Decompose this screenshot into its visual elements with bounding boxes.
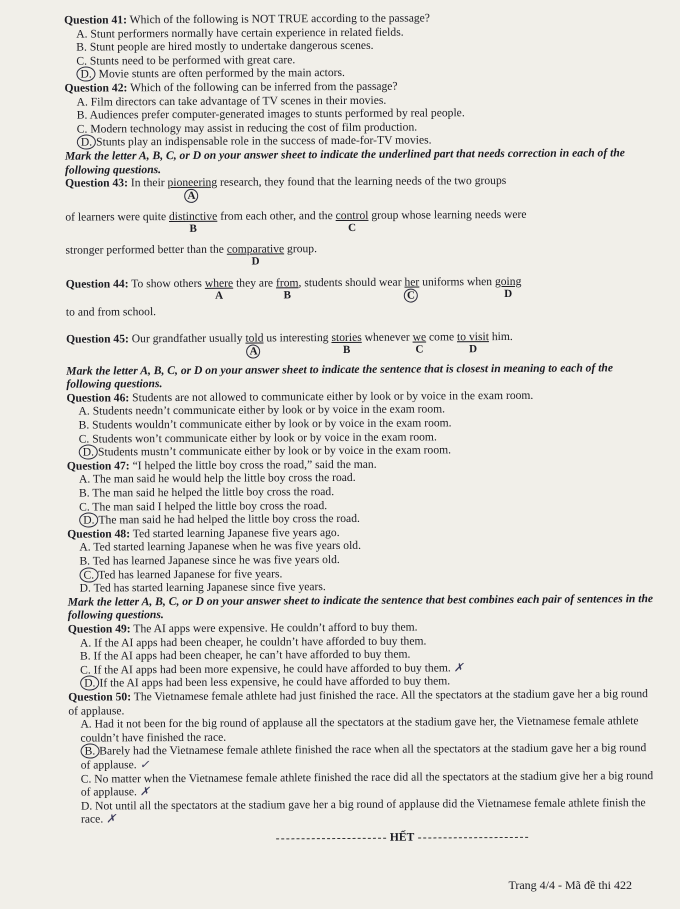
page-footer: Trang 4/4 - Mã đề thi 422 [508,878,632,893]
question-45: Question 45: Our grandfather usually told A us interesting stories B whenever $\frac{we}{C}$ come to visit D him. [66,329,652,346]
exam-page: Question 41: Which of the following is NOT TRUE according to the passage? A. Stunt performers normally have certain experience in related fields. B. Stunt people are hired mostly to undertake dangerous scenes. C. Stunts need to be performed with great care. D. Movie stunts are often performed by the main actors. Question 42: Which of the following can be inferred from the passage? A. Film directors can take advantage of TV scenes in their movies. B. Audiences prefer computer-generated images to stunts performed by real people. C. Modern technology may assist in reducing the cost of film production. D. Stunts play an indispensable role in the success of made-for-TV movies. Mark the letter A, B, C, or D on your answer sheet to indicate the underlined part that needs correction in each of the following questions. Question 43: In their pioneering A research, they found that the learning needs of the two groups of learners were quite distinctive B from each other, and the control C group whose learning needs were stronger performed better than the comparative D group. Question 44: To show others where A they are from B , students should wear her C uniforms when going D to and from school. Question 45: Our grandfather usually told A us interesting stories B whenever $\frac{we}{C}$ come to visit D him. Mark the letter A, B, C, or D on your answer sheet to indicate the sentence that is closest in meaning to each of the following questions. Question 46: Students are not allowed to communicate either by look or by voice in the exam room. A. Students needn’t communicate either by look or by voice in the exam room. B. Students wouldn’t communicate either by look or by voice in the exam room. C. Students won’t communicate either by look or by voice in the exam room. D. Students mustn’t communicate either by look or by voice in the exam room. Question 47: “I helped the little boy cross the road,” said the man. A. The man said he would help the little boy cross the road. B. The man said he helped the little boy cross the road. C. The man said I helped the little boy cross the road. D. The man said he had helped the little boy cross the road. Question 48: Ted started learning Japanese five years ago. A. Ted started learning Japanese when he was five years old. B. Ted has learned Japanese since he was five years old. C. Ted has learned Japanese for five years. D. Ted has started learning Japanese since five years. Mark the letter A, B, C, or D on your answer sheet to indicate the sentence that best combines each pair of sentences in the following questions. Question 49: The AI apps were expensive. He couldn’t afford to buy them. A. If the AI apps had been cheaper, he couldn’t have afforded to buy them. B. If the AI apps had been cheaper, he can’t have afforded to buy them. C. If the AI apps had been more expensive, he could have afforded to buy them. ✗ D. If the AI apps had been less expensive, he could have afforded to buy them. Question 50: The Vietnamese female athlete had just finished the race. All the spectators at the stadium gave her a big round of applause. A. Had it not been for the big round of applause all the spectators at the stadium gave her, the Vietnamese female athlete couldn’t have finished the race. B. Barely had the Vietnamese female athlete finished the race when all the spectators at the stadium gave her a big round of applause. ✓ C. No matter when the Vietnamese female athlete finished the race did all the spectators at the stadium give her a big round of applause. ✗ D. Not until all the spectators at the stadium gave her a big round of applause did the Vietnamese female athlete finish the race. ✗ HẾT [0,0,680,909]
answer-circle: D. [79,513,98,528]
mark-a: A [187,189,197,203]
option: C. Modern technology may assist in reducing the cost of film production. [65,119,651,136]
option: B. Students wouldn’t communicate either by look or by voice in the exam room. [67,415,653,432]
mark-c: C [407,288,417,302]
option: A. If the AI apps had been cheaper, he couldn’t have afforded to buy them. [68,633,654,650]
option: C. If the AI apps had been more expensive, he could have afforded to buy them. ✗ [68,660,654,677]
cross-mark-icon: ✗ [454,661,464,674]
question-47: Question 47: “I helped the little boy cross the road,” said the man. [67,456,653,473]
instruction: Mark the letter A, B, C, or D on your answer sheet to indicate the underlined part that needs correction in each of the following questions. [65,146,651,177]
option: A. Students needn’t communicate either by look or by voice in the exam room. [66,402,652,419]
option: A. Stunt performers normally have certain experience in related fields. [64,24,650,41]
option: C. No matter when the Vietnamese female athlete finished the race did all the spectators at the stadium give her a big round of applause. ✗ [69,769,655,800]
option-selected: D. The man said he had helped the little boy cross the road. [67,510,653,527]
check-mark-icon: ✓ [140,758,150,771]
option-selected: D. Stunts play an indispensable role in the success of made-for-TV movies. [65,132,651,149]
answer-circle: C. [79,567,98,582]
option: B. The man said he helped the little boy cross the road. [67,483,653,500]
question-49: Question 49: The AI apps were expensive. He couldn’t afford to buy them. [68,619,654,636]
question-41: Question 41: Which of the following is NOT TRUE according to the passage? [64,10,650,27]
option-selected: D. Students mustn’t communicate either by look or by voice in the exam room. [67,442,653,459]
option: B. Audiences prefer computer-generated images to stunts performed by real people. [65,105,651,122]
question-48: Question 48: Ted started learning Japanese five years ago. [67,524,653,541]
option-selected: C. Ted has learned Japanese for five years. [67,565,653,582]
mark-c: C [415,344,423,356]
mark-a: A [215,290,223,302]
option: D. Not until all the spectators at the stadium gave her a big round of applause did the Vietnamese female athlete finish the race. ✗ [69,796,655,827]
cross-mark-icon: ✗ [106,813,116,826]
option-selected: D. Movie stunts are often performed by the main actors. [64,64,650,81]
answer-circle: B. [81,744,100,759]
answer-circle: D. [77,135,96,150]
mark-b: B [189,223,196,235]
mark-d: D [504,288,512,300]
instruction: Mark the letter A, B, C, or D on your answer sheet to indicate the sentence that is closest in meaning to each of the following questions. [66,361,652,392]
mark-d: D [469,343,477,355]
answer-circle: D. [76,67,95,82]
option-selected: D. If the AI apps had been less expensive, he could have afforded to buy them. [68,673,654,690]
option: B. Stunt people are hired mostly to undertake dangerous scenes. [64,37,650,54]
option: B. Ted has learned Japanese since he was five years old. [67,551,653,568]
question-42: Question 42: Which of the following can be inferred from the passage? [64,78,650,95]
mark-b: B [284,289,291,301]
question-44: Question 44: To show others where A they are from B , students should wear her C uniforms when going D [66,274,652,291]
answer-circle: D. [80,676,99,691]
option: A. Film directors can take advantage of TV scenes in their movies. [65,92,651,109]
option: A. The man said he would help the little boy cross the road. [67,470,653,487]
cross-mark-icon: ✗ [140,785,150,798]
mark-b: B [343,344,350,356]
option: C. Stunts need to be performed with great care. [64,51,650,68]
end-marker: HẾT [149,829,655,846]
mark-a: A [249,345,259,359]
option: B. If the AI apps had been cheaper, he can’t have afforded to buy them. [68,646,654,663]
option: C. Students won’t communicate either by look or by voice in the exam room. [67,429,653,446]
answer-circle: D. [79,445,98,460]
option: C. The man said I helped the little boy cross the road. [67,497,653,514]
option: D. Ted has started learning Japanese since five years. [68,578,654,595]
question-46: Question 46: Students are not allowed to communicate either by look or by voice in the exam room. [66,388,652,405]
question-43: Question 43: In their pioneering A research, they found that the learning needs of the two groups [65,173,651,190]
option: A. Had it not been for the big round of applause all the spectators at the stadium gave her, the Vietnamese female athlete couldn’t have finished the race. [68,714,654,745]
mark-c: C [348,222,356,234]
option-selected: B. Barely had the Vietnamese female athlete finished the race when all the spectators at the stadium gave her a big round of applause. ✓ [69,741,655,772]
option: A. Ted started learning Japanese when he was five years old. [67,538,653,555]
question-50: Question 50: The Vietnamese female athlete had just finished the race. All the spectators at the stadium gave her a big round of applause. [68,687,654,718]
instruction: Mark the letter A, B, C, or D on your answer sheet to indicate the sentence that best combines each pair of sentences in the following questions. [68,592,654,623]
mark-d: D [252,256,260,268]
